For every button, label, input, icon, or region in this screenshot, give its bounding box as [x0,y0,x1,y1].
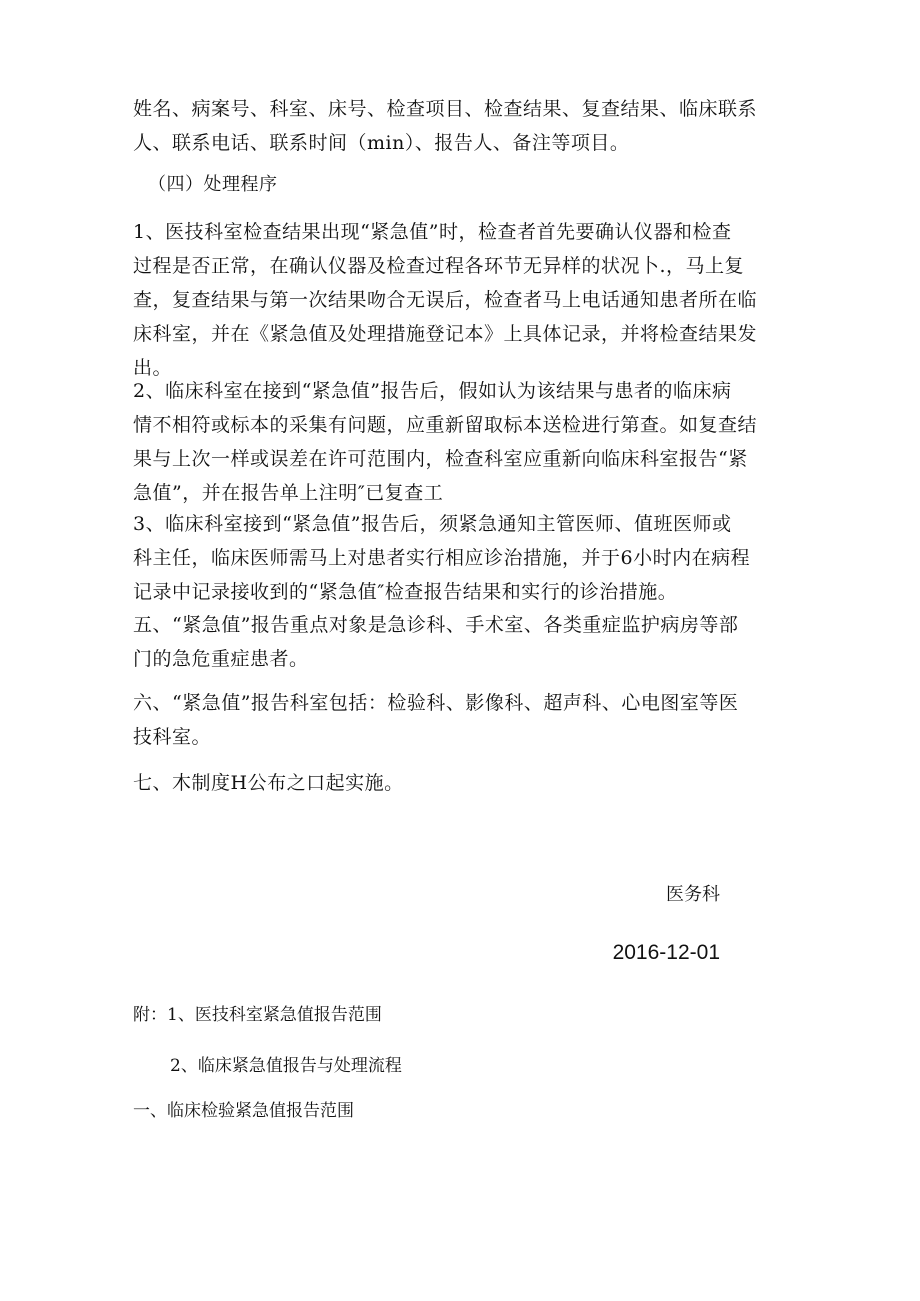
signature-department: 医务科 [666,884,720,905]
text-line: 门的急危重症患者。 [133,648,309,670]
text-line: 七、木制度H公布之口起实施。 [133,772,404,794]
text-line: 技科室。 [133,726,212,748]
text-line: 科主任，临床医师需马上对患者实行相应诊治措施，并于6小时内在病程 [133,547,751,569]
signature-date: 2016-12-01 [612,941,720,964]
section-one-title: 一、临床检验紧急值报告范围 [133,1101,354,1121]
procedure-item-3 [133,507,793,609]
procedure-item-1 [133,215,793,385]
section-heading [148,168,808,202]
section-six-paragraph [133,686,793,754]
intro-paragraph [133,92,793,160]
text-line: 情不相符或标本的采集有问题，应重新留取标本送检进行第查。如复查结 [133,414,758,436]
attachment-line-1: 附：1、医技科室紧急值报告范围 [133,1005,382,1025]
text-line: 2、临床科室在接到“紧急值”报告后，假如认为该结果与患者的临床病 [133,380,732,402]
text-line: 床科室，并在《紧急值及处理措施登记本》上具体记录，并将检查结果发 [133,323,758,345]
procedure-item-2 [133,374,793,510]
text-line: 急值”，并在报告单上注明″已复查工 [133,482,444,504]
text-line: 六、“紧急值”报告科室包括：检验科、影像科、超声科、心电图室等医 [133,692,739,714]
text-line: 人、联系电话、联系时间（min）、报告人、备注等项目。 [133,132,630,154]
text-line: 五、“紧急值”报告重点对象是急诊科、手术室、各类重症监护病房等部 [133,614,739,636]
text-line: 查，复查结果与第一次结果吻合无误后，检查者马上电话通知患者所在临 [133,289,758,311]
text-line: 出。 [133,357,173,379]
text-line: 过程是否正常，在确认仪器及检查过程各环节无异样的状况卜.，马上复 [133,255,745,277]
section-five-paragraph [133,608,793,676]
section-seven-paragraph [133,766,793,800]
text-line: 果与上次一样或误差在许可范围内，检查科室应重新向临床科室报告“紧 [133,448,748,470]
text-line: 姓名、病案号、科室、床号、检查项目、检查结果、复查结果、临床联系 [133,98,758,120]
text-line: 记录中记录接收到的“紧急值″检查报告结果和实行的诊治措施。 [133,581,678,603]
section-heading-text: （四）处理程序 [148,174,278,195]
attachment-line-2: 2、临床紧急值报告与处理流程 [170,1056,402,1076]
text-line: 3、临床科室接到“紧急值”报告后，须紧急通知主管医师、值班医师或 [133,513,732,535]
text-line: 1、医技科室检查结果出现“紧急值”时，检查者首先要确认仪器和检查 [133,221,732,243]
